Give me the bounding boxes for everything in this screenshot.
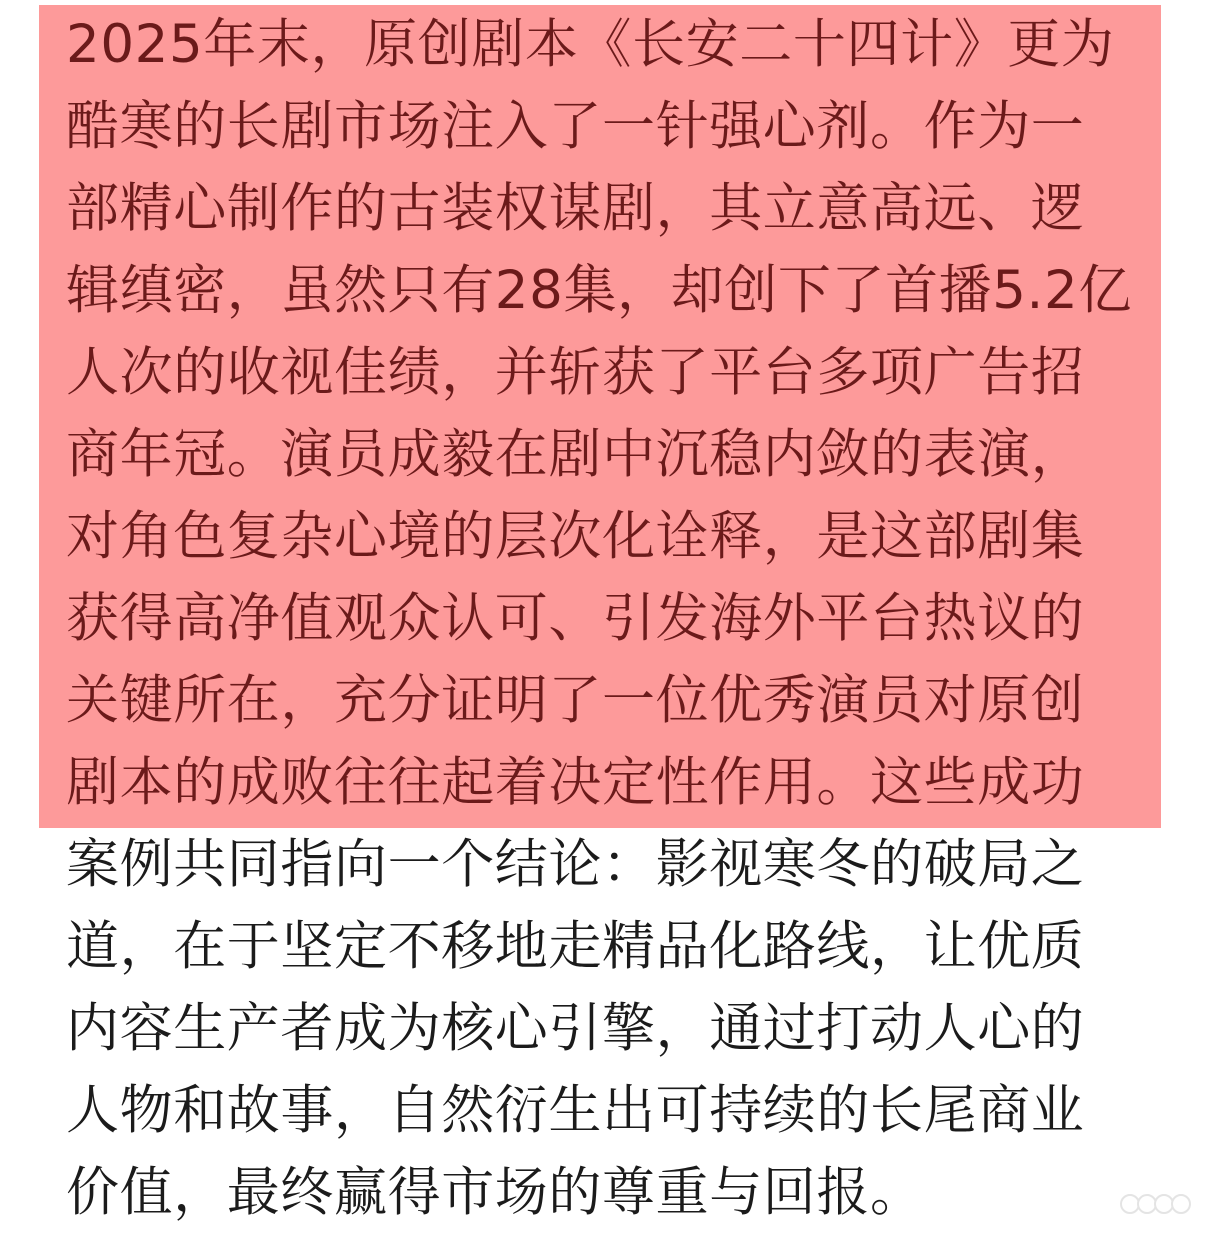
highlighted-line-8: 获得高净值观众认可、引发海外平台热议的 [66,588,1085,649]
body-line-2: 道，在于坚定不移地走精品化路线，让优质 [66,916,1085,977]
highlighted-line-2: 酷寒的长剧市场注入了一针强心剂。作为一 [66,96,1085,157]
highlighted-line-10: 剧本的成败往往起着决定性作用。这些成功 [66,752,1085,813]
body-line-5: 价值，最终赢得市场的尊重与回报。 [66,1162,924,1223]
highlighted-line-4: 辑缜密，虽然只有28集，却创下了首播5.2亿 [66,260,1132,321]
highlighted-line-6: 商年冠。演员成毅在剧中沉稳内敛的表演， [66,424,1085,485]
watermark-circles-graphic [1118,1182,1198,1226]
highlighted-line-5: 人次的收视佳绩，并斩获了平台多项广告招 [66,342,1085,403]
highlighted-line-1: 2025年末，原创剧本《长安二十四计》更为 [66,14,1115,75]
highlighted-line-7: 对角色复杂心境的层次化诠释，是这部剧集 [66,506,1085,567]
body-line-4: 人物和故事，自然衍生出可持续的长尾商业 [66,1080,1085,1141]
watermark-circles-icon [1118,1182,1198,1226]
article-text [66,4,1156,1234]
highlighted-line-3: 部精心制作的古装权谋剧，其立意高远、逻 [66,178,1085,239]
body-line-1: 案例共同指向一个结论：影视寒冬的破局之 [66,834,1085,895]
body-line-3: 内容生产者成为核心引擎，通过打动人心的 [66,998,1085,1059]
highlighted-line-9: 关键所在，充分证明了一位优秀演员对原创 [66,670,1085,731]
